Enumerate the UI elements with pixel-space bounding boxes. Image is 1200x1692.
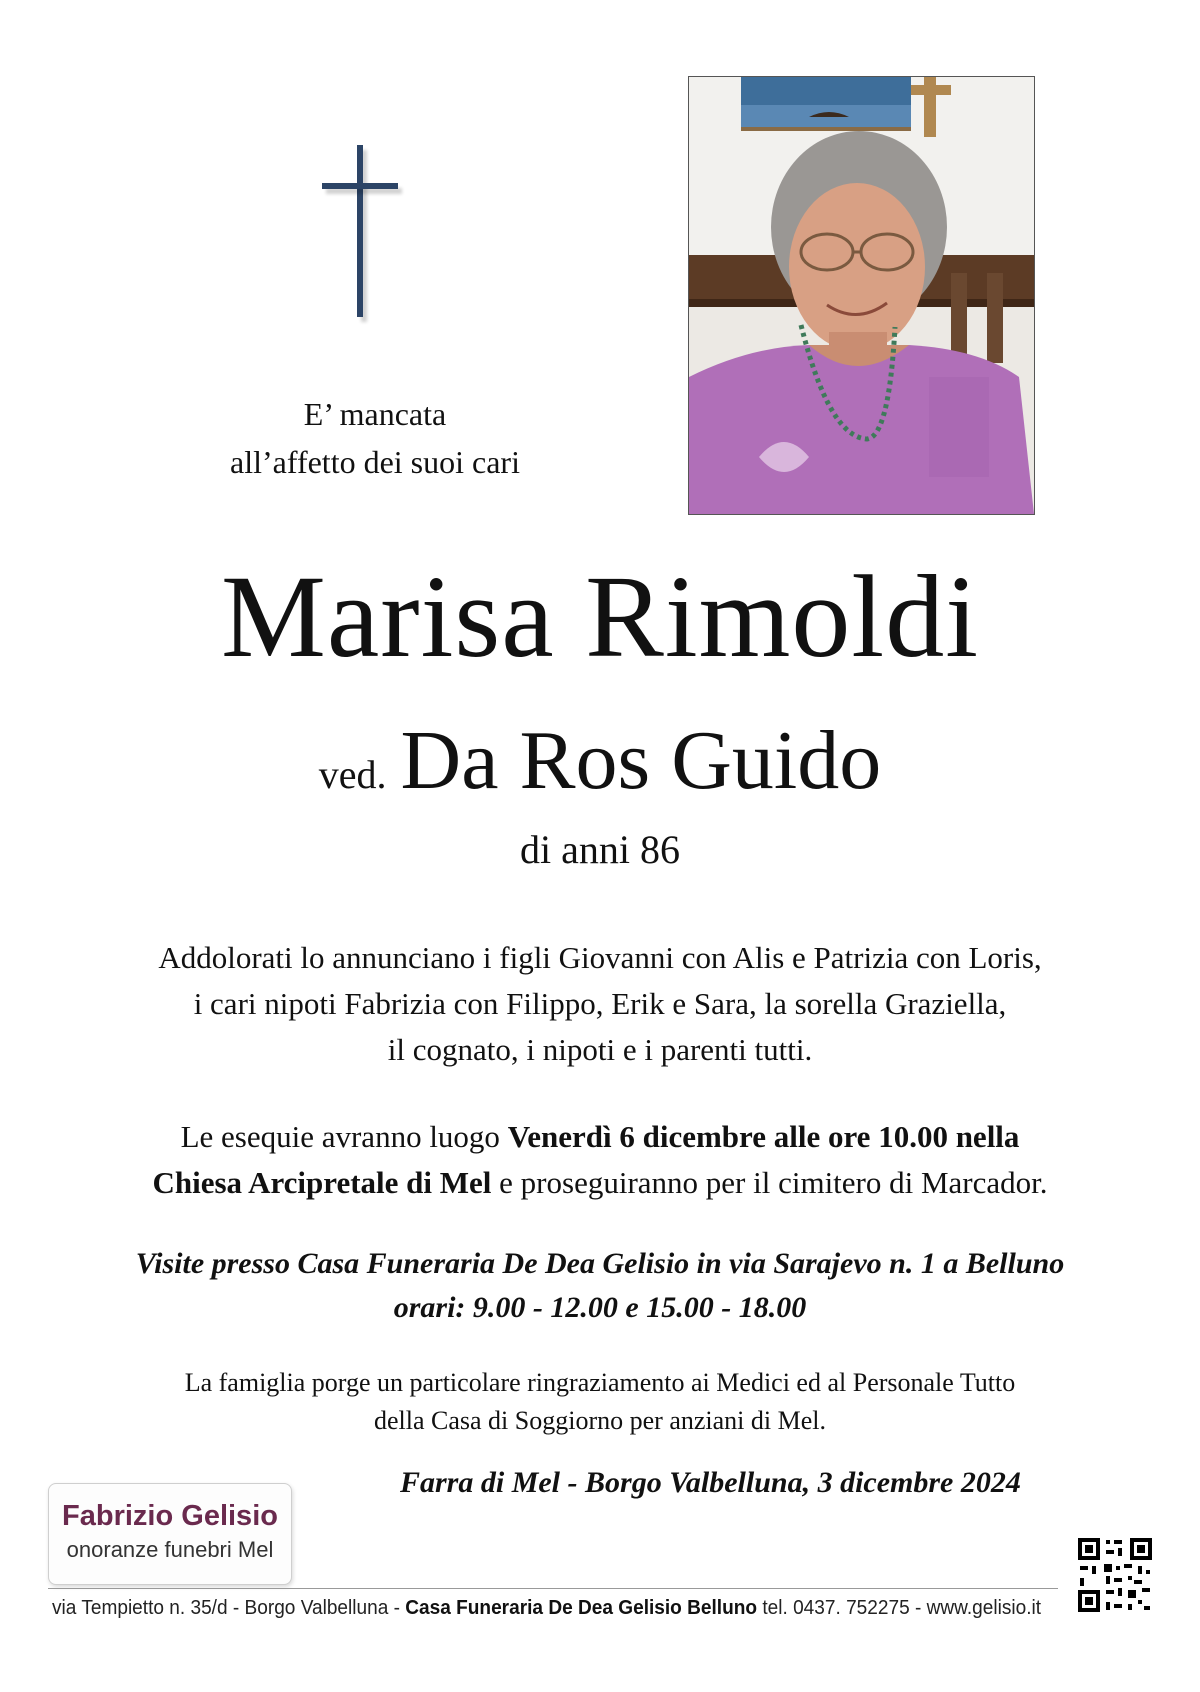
widow-prefix: ved. [318, 752, 387, 797]
mourners-line-2: i cari nipoti Fabrizia con Filippo, Erik e Sara, la sorella Graziella, [193, 986, 1007, 1021]
qr-code-icon [1076, 1536, 1154, 1614]
intro-line-2: all’affetto dei suoi cari [230, 444, 520, 480]
thanks-line-1: La famiglia porge un particolare ringraziamento ai Medici ed al Personale Tutto [184, 1368, 1016, 1397]
mourners-paragraph [30, 935, 1170, 1073]
thanks-paragraph [30, 1364, 1170, 1440]
footer-address: via Tempietto n. 35/d - Borgo Valbelluna - [52, 1596, 406, 1619]
portrait-photo [688, 76, 1035, 515]
logo-tagline: onoranze funebri Mel [66, 1537, 274, 1562]
place-date: Farra di Mel - Borgo Valbelluna, 3 dicembre 2024 [400, 1466, 1021, 1499]
funeral-text-b: e proseguiranno per il cimitero di Marcador. [491, 1165, 1048, 1200]
age-text: di anni 86 [520, 827, 680, 872]
footer [52, 1596, 1042, 1620]
visits-paragraph [30, 1242, 1170, 1330]
funeral-paragraph [30, 1114, 1170, 1206]
footer-divider [48, 1588, 1058, 1589]
funeral-home-logo [48, 1483, 292, 1585]
thanks-line-2: della Casa di Soggiorno per anziani di Mel. [373, 1406, 826, 1435]
funeral-date-time: Venerdì 6 dicembre alle ore 10.00 nella [507, 1119, 1020, 1154]
intro-line-1: E’ mancata [303, 396, 447, 432]
visits-line-2: orari: 9.00 - 12.00 e 15.00 - 18.00 [393, 1291, 807, 1324]
cross-icon [320, 145, 400, 325]
widow-line [0, 712, 1200, 809]
intro-text [170, 390, 580, 486]
footer-funeral-home: Casa Funeraria De Dea Gelisio Belluno [405, 1596, 758, 1619]
mourners-line-1: Addolorati lo annunciano i figli Giovanni con Alis e Patrizia con Loris, [158, 940, 1042, 975]
deceased-name: Marisa Rimoldi [220, 551, 979, 682]
logo-name: Fabrizio Gelisio [62, 1500, 278, 1532]
funeral-church: Chiesa Arcipretale di Mel [152, 1165, 492, 1200]
footer-contact: tel. 0437. 752275 - www.gelisio.it [757, 1596, 1042, 1619]
visits-line-1: Visite presso Casa Funeraria De Dea Gelisio in via Sarajevo n. 1 a Belluno [135, 1247, 1065, 1280]
mourners-line-3: il cognato, i nipoti e i parenti tutti. [387, 1032, 813, 1067]
spouse-name: Da Ros Guido [400, 714, 882, 807]
funeral-text-a: Le esequie avranno luogo [180, 1119, 508, 1154]
